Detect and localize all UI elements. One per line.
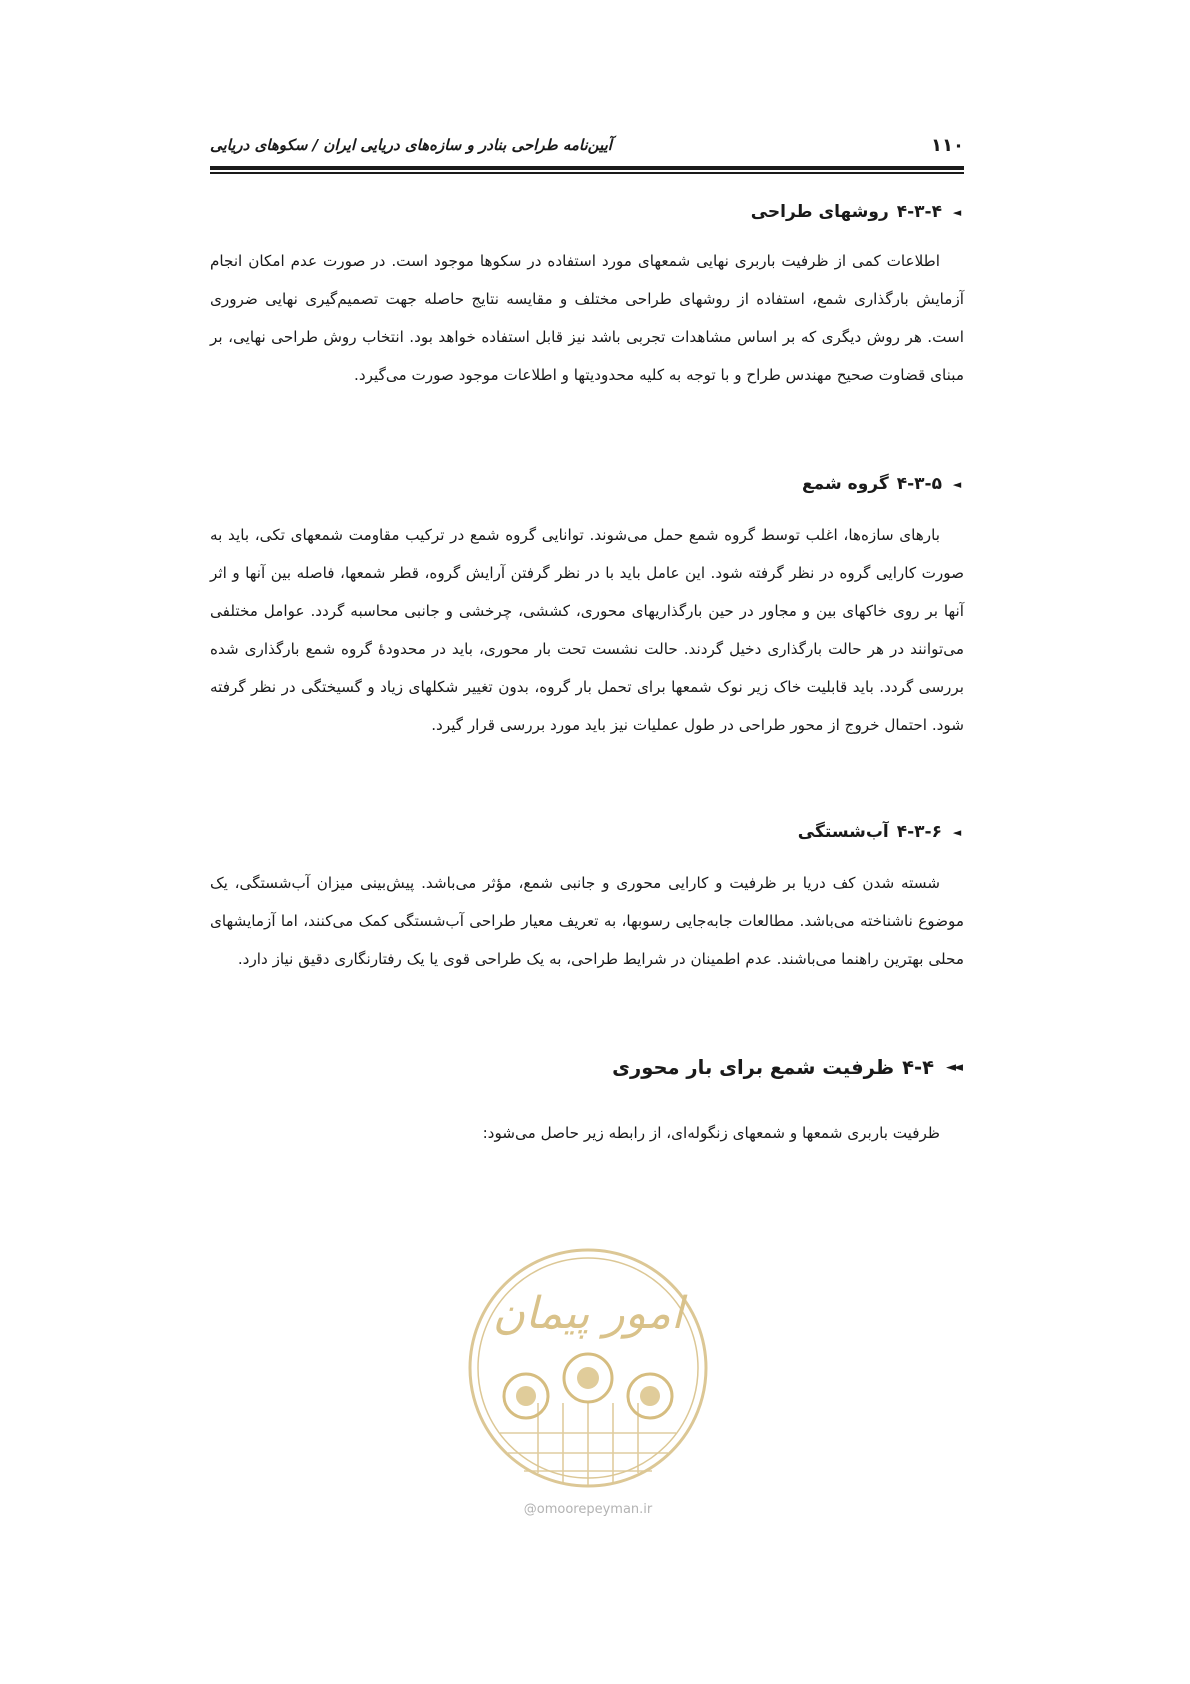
- watermark: [438, 1228, 738, 1548]
- book-title: آیین‌نامه طراحی بنادر و سازه‌های دریایی ایران / سکوهای دریایی: [210, 136, 612, 154]
- section-heading-scour: [210, 822, 964, 842]
- watermark-logo: [438, 1228, 738, 1498]
- section-title: روشهای طراحی: [750, 202, 889, 222]
- triangle-marker-icon: ◄: [952, 205, 962, 219]
- triangle-marker-icon: ◄: [952, 825, 962, 839]
- document-page: [210, 0, 964, 1684]
- header-rule-thick: [210, 166, 964, 170]
- page-number: ۱۱۰: [931, 134, 964, 156]
- paragraph-scour: شسته شدن کف دریا بر ظرفیت و کارایی محوری و جانبی شمع، مؤثر می‌باشد. پیش‌بینی میزان آب‌شستگی، یک موضوع ناشناخته می‌باشد. مطالعات جابه‌جایی رسوبها، به تعریف معیار طراحی آب‌شستگی کمک می‌کنند، اما آزمایشهای محلی بهترین راهنما می‌باشند. عدم اطمینان در شرایط طراحی، به یک طراحی قوی یا یک رفتارنگاری دقیق نیاز دارد.: [210, 874, 964, 968]
- paragraph-pile-group: بارهای سازه‌ها، اغلب توسط گروه شمع حمل می‌شوند. توانایی گروه شمع در ترکیب مقاومت شمعهای تکی، باید به صورت کارایی گروه در نظر گرفته شود. این عامل باید با در نظر گرفتن آرایش گروه، قطر شمعها، فاصله بین آنها و اثر آنها بر روی خاکهای بین و مجاور در حین بارگذاریهای محوری، کششی، چرخشی و جانبی محاسبه گردد. عوامل مختلفی می‌توانند در هر حالت بارگذاری دخیل گردند. حالت نشست تحت بار محوری، باید در محدودهٔ گروه شمع بارگذاری شده بررسی گردد. باید قابلیت خاک زیر نوک شمعها برای تحمل بار گروه، بدون تغییر شکلهای زیاد و گسیختگی در نظر گرفته شود. احتمال خروج از محور طراحی در طول عملیات نیز باید مورد بررسی قرار گیرد.: [210, 526, 964, 734]
- double-triangle-marker-icon: ◄◄: [946, 1060, 960, 1075]
- section-number: ۴-۳-۴: [896, 202, 942, 222]
- paragraph-design-methods: اطلاعات کمی از ظرفیت باربری نهایی شمعهای مورد استفاده در سکوها موجود است. در صورت عدم امکان انجام آزمایش بارگذاری شمع، استفاده از روشهای طراحی مختلف و مقایسه نتایج حاصله جهت تصمیم‌گیری نهایی ضروری است. هر روش دیگری که بر اساس مشاهدات تجربی باشد نیز قابل استفاده خواهد بود. انتخاب روش طراحی نهایی، بر مبنای قضاوت صحیح مهندس طراح و با توجه به کلیه محدودیتها و اطلاعات موجود صورت می‌گیرد.: [210, 252, 964, 384]
- section-title: ظرفیت شمع برای بار محوری: [612, 1056, 895, 1079]
- section-number: ۴-۳-۵: [896, 474, 942, 494]
- running-header: [210, 128, 964, 162]
- section-number: ۴-۴: [902, 1056, 934, 1079]
- section-title: گروه شمع: [802, 474, 889, 494]
- paragraph-axial-capacity: ظرفیت باربری شمعها و شمعهای زنگوله‌ای، از رابطه زیر حاصل می‌شود:: [482, 1124, 940, 1142]
- watermark-url: @omoorepeyman.ir: [523, 1502, 653, 1517]
- watermark-logo-text: امور پیمان: [492, 1288, 684, 1339]
- section-heading-pile-group: [210, 474, 964, 494]
- header-rule-thin: [210, 172, 964, 174]
- section-heading-axial-capacity: [210, 1056, 964, 1079]
- section-number: ۴-۳-۶: [896, 822, 942, 842]
- section-title: آب‌شستگی: [797, 822, 889, 842]
- triangle-marker-icon: ◄: [952, 477, 962, 491]
- section-heading-design-methods: [210, 202, 964, 222]
